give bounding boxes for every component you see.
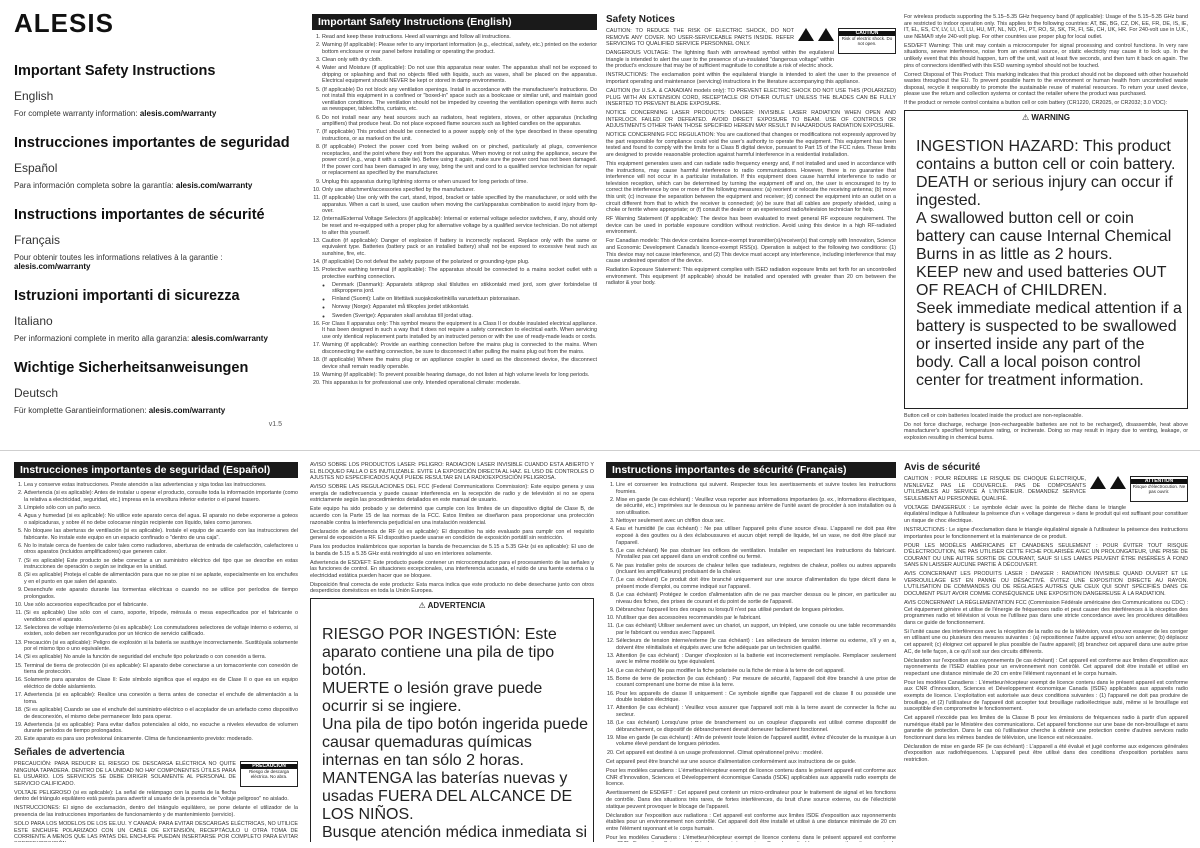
language-heading: Instructions importantes de sécurité — [14, 207, 265, 223]
attention-label-text: Risque d'électrocution. Ne pas ouvrir. — [1132, 484, 1186, 494]
instruction-item: 5. No bloquee las aberturas de ventilación (si es aplicable). Instale el equipo de acuerdo con las instrucciones del fabricante. No instale este equipo en un espacio confinado o "dentro de una caja". — [24, 528, 298, 541]
warning-item: • MUERTE o lesión grave puede ocurrir si se ingiere. — [322, 680, 590, 716]
notice-paragraph: Declaración de advertencia de RF (si es aplicable): El dispositivo ha sido evaluado para cumplir con el requisito general de exposición a RF. El dispositivo puede usarse en condición de exposición portátil sin restricción. — [310, 528, 594, 542]
exclamation-warning-icon — [1110, 476, 1126, 489]
spanish-notices-body — [310, 462, 594, 595]
notice-paragraph: Pour les modèles Canadiens : L'émetteur/récepteur exempt de licence contenu dans le présent appareil est conforme aux CNR d'Innovation, Sciences et Développement économique Canada (ISDE) applicables aux appareils radio exempts de licence. L'exploitation est autorisée aux deux conditions suivantes : (1) l'appareil ne doit pas produire de brouillage, et (2) l'utilisateur de l'appareil doit accepter tout brouillage radioélectrique subi, même si le brouillage est susceptible d'en compromettre le fonctionnement. — [904, 679, 1188, 713]
instruction-item: 9. Débranchez l'appareil lors des orages ou lorsqu'il n'est pas utilisé pendant de longues périodes. — [616, 607, 896, 614]
battery-warning-box — [904, 110, 1188, 409]
instruction-item: 7. (Si es aplicable) Este producto se debe conectar a un suministro eléctrico del tipo que se describe en estas instrucciones de operación o según se indique en la unidad. — [24, 558, 298, 571]
instruction-item: 3. Nettoyer seulement avec un chiffon doux sec. — [616, 518, 896, 525]
instruction-item: 2. Mise en garde (le cas échéant) : Veuillez vous reporter aux informations importantes (p. ex., informations électriques, de sécurité, etc.) imprimées sur le dessous ou le panneau arrière de l'unité avant de procéder à son installation ou à son utilisation. — [616, 497, 896, 517]
instruction-item: 4. Eau et humidité (le cas échéant) : Ne pas utiliser l'appareil près d'une source d'eau. L'appareil ne doit pas être exposé à des gouttes ou à des éclaboussures et aucun objet rempli de liquide, tel un vase, ne doit être placé sur l'appareil. — [616, 526, 896, 546]
instruction-item: 16. For Class II apparatus only: This symbol means the equipment is a Class II or double insulated electrical appliance. It has been designed in such a way that it does not require a safety connection to electrical earth. When servicing use only identical replacement parts installed by an instructed person or with the use of ready-made leads or cords. — [322, 321, 597, 341]
language-name: Français — [14, 233, 61, 247]
notice-paragraph: Para los productos inalámbricos que soportan la banda de frecuencias de 5.15 a 5.35 GHz (si es aplicable): El uso de la banda de 5.15 a 5.35 GHz está restringido al uso en interiores solamente. — [310, 544, 594, 557]
language-heading: Important Safety Instructions — [14, 63, 216, 79]
instruction-item: 11. (Le cas échéant) Utiliser seulement avec un chariot, un support, un trépied, une console ou une table recommandés par le fabricant ou vendus avec l'appareil. — [616, 623, 896, 636]
instruction-item: 20. This apparatus is for professional use only. Intended operational climate: moderate. — [322, 380, 597, 387]
language-name: Deutsch — [14, 386, 59, 400]
french-notices-text — [904, 476, 1188, 764]
nordic-item: ◦ Sweden (Sverige): Apparaten skall anslutas till jordat uttag. — [332, 313, 597, 320]
instruction-item: 19. Advertencia (si es aplicable): Para evitar daños potenciales al oído, no escuche a niveles elevados de volumen durante períodos de tiempo prolongados. — [24, 722, 298, 735]
warranty-link[interactable]: alesis.com/warranty — [139, 109, 217, 118]
warranty-line — [14, 109, 294, 118]
notice-paragraph: INSTRUCCIONES: El signo de exclamación, dentro del triángulo equilátero, se pone delante el utilizador de la presencia de las instrucciones importantes de funcionamiento y de mantenimiento (servicio). — [14, 805, 298, 818]
attention-label-title: ATTENTION — [1131, 479, 1187, 484]
english-instructions-list — [312, 34, 597, 387]
avis-title: Avis de sécurité — [904, 462, 981, 473]
instruction-item: 10. Only use attachment/accessories specified by the manufacturer. — [322, 187, 597, 194]
language-block — [14, 360, 294, 415]
version-label: v1.5 — [268, 421, 282, 428]
notice-paragraph: Button cell or coin batteries located inside the product are non-replaceable. — [904, 412, 1083, 419]
warranty-link[interactable]: alesis.com/warranty — [175, 181, 253, 190]
warranty-text: For complete warranty information: — [14, 109, 140, 118]
instruction-item: 13. Caution (if applicable): Danger of explosion if battery is incorrectly replaced. Replace only with the same or equivalent type. Batteries (battery pack or an installed battery) shall not be exposed to excessive heat such as sunshine, fire, etc. — [322, 238, 597, 258]
french-title-bar: Instructions importantes de sécurité (Français) — [606, 462, 896, 478]
instruction-item: 7. (If applicable) This product should be connected to a power supply only of the type described in these operating instructions, or as marked on the unit. — [322, 129, 597, 142]
lightning-warning-icon — [798, 28, 814, 41]
notice-paragraph: For Canadian models: This device contains licence-exempt transmitter(s)/receiver(s) that comply with Innovation, Science and Economic Development Canada's licence-exempt RSS(s). Operation is subject to the following two conditions: (1) This device may not cause interference, and (2) This device must accept any interference, including interference that may cause undesired operation of the device. — [606, 238, 896, 265]
notice-paragraph: INSTRUCTIONS : Le signe d'exclamation dans le triangle équilatéral signale à l'utilisateur la présence des instructions importantes pour le fonctionnement et la maintenance de ce produit. — [904, 526, 1188, 540]
notice-paragraph: AVIS CONCERNANT LES PRODUITS LASER : DANGER : RADIATION INVISIBLE QUAND OUVERT ET LE VERROUILLAGE EST EN PANNE OU DÉSACTIVÉ. ÉVITEZ UNE EXPOSITION DIRECTE AU RAYON. L'UTILISATION DE COMMANDES OU DE RÉGLAGES AUTRES QUE CEUX QUI SONT SPÉCIFIÉS DANS CE DOCUMENT PEUT AVOIR COMME CONSÉQUENCE UNE EXPOSITION DANGEREUSE À LA RADIATION. — [904, 571, 1188, 598]
instruction-item: 1. Read and keep these instructions. Heed all warnings and follow all instructions. — [322, 34, 597, 41]
notice-paragraph: Avertissement de ESD/EFT : Cet appareil peut contenir un micro-ordinateur pour le traitement de signal et les fonctions de contrôle. Dans des situations très rares, de fortes interférences, du bruit d'une source externe, ou de l'électricité statique peuvent provoquer le blocage de l'appareil. — [606, 790, 896, 810]
warning-item: • Busque atención médica inmediata si — [322, 824, 590, 842]
warning-item: • KEEP new and used batteries OUT OF REACH of CHILDREN. — [916, 264, 1184, 300]
french-notices-panel — [904, 462, 1188, 842]
notice-paragraph: NOTICE CONCERNING LASER PRODUCTS: DANGER: INVISIBLE LASER RADIATION WHEN OPEN AND INTERLOCK FAILED OR DEFEATED. AVOID DIRECT EXPOSURE TO BEAM. USE OF CONTROLS OR ADJUSTMENTS OTHER THAN THOSE SPECIFIED HEREIN MAY RESULT IN HAZARDOUS RADIATION EXPOSURE. — [606, 110, 896, 130]
instruction-item: 17. Attention (le cas échéant) : Veuillez vous assurer que l'appareil soit mis à la terre avant de connecter la fiche au secteur. — [616, 705, 896, 718]
nordic-item: ◦ Norway (Norge): Apparatet må tilkoples jordet stikkontakt. — [332, 304, 597, 311]
compliance-panel — [904, 14, 1188, 444]
safety-notices-title: Safety Notices — [606, 14, 675, 25]
notice-paragraph: If the product or remote control contains a button cell or coin battery (CR1220, CR2025, or CR2032; 3.0 VDC): — [904, 100, 1168, 107]
caution-label-text: Risk of electric shock. Do not open. — [841, 36, 893, 46]
attention-label — [1130, 476, 1188, 502]
instruction-item: 6. Do not install near any heat sources such as radiators, heat registers, stoves, or other apparatus (including amplifiers) that produce heat. Do not place exposed flame sources such as lighted candles on the apparatus. — [322, 115, 597, 128]
notice-paragraph: VOLTAGE DANGEREUX : Le symbole éclair avec la pointe de flèche dans le triangle équilatéral indique à l'utilisateur la présence d'un « voltage dangereux » dans le produit qui est suffisant pour constituer un risque de choc électrique. — [904, 504, 1188, 524]
instruction-item: 15. Protective earthing terminal (if applicable): The apparatus should be connected to a mains socket outlet with a protective earthing connection. ◦ Denmark (Danmark): Apparatets stikprop skal tilsluttes en stikkontakt med jord, som giver forbindelse til stikproppens jord. ◦ Finland (Suomi): Laite on liitettävä suojakosketinkilla varustettuun pistorasiaan. ◦ Norway (Norge): Apparatet må tilkoples jordet stikkontakt. ◦ Sweden (Sverige): Apparaten skall anslutas till jordat uttag. — [322, 267, 597, 319]
warning-item: • Seek immediate medical attention if a battery is suspected to be swallowed or inserted inside any part of the body. Call a local poison control center for treatment information. — [916, 300, 1184, 390]
instruction-item: 20. Este aparato es para uso profesional únicamente. Clima de funcionamiento previsto: moderado. — [24, 736, 298, 743]
safety-notices-panel — [606, 14, 896, 444]
instruction-item: 8. (Le cas échéant) Protégez le cordon d'alimentation afin de ne pas marcher dessus ou le pincer, en particulier au niveau des fiches, des prises de courant et du point de sortie de l'appareil. — [616, 592, 896, 605]
language-block — [14, 288, 294, 343]
instruction-item: 5. (If applicable) Do not block any ventilation openings. Install in accordance with the manufacturer's instructions. Do not install this equipment in a confined or "boxed-in" space such as a bookcase or similar unit, and maintain good ventilation conditions. The ventilation should not be impeded by covering the ventilation openings with items such as newspaper, tablecloths, curtains, etc. — [322, 87, 597, 113]
instruction-item: 9. Desenchufe este aparato durante las tormentas eléctricas o cuando no se utilice por períodos de tiempo prolongados. — [24, 587, 298, 600]
notice-paragraph: CAUTION : POUR RÉDUIRE LE RISQUE DE CHOQUE ÉLECTRIQUE, N'ENLEVEZ PAS LE COUVERCLE. PAS DE COMPOSANTS UTILISABLES AU SERVICE À L'INTÉRIEUR. DEMANDEZ SERVICE SEULEMENT AU PERSONNEL QUALIFIÉ. — [904, 476, 1086, 502]
language-block — [14, 63, 294, 118]
notice-paragraph: PRECAUCIÓN: PARA REDUCIR EL RIESGO DE DESCARGA ELÉCTRICA NO QUITE NINGUNA TAPADERA. DENTRO DE LA UNIDAD NO HAY COMPONENTES ÚTILES PARA EL USUARIO. LOS SERVICIOS SE DEBE DIRIGIR SOLAMENTE AL PERSONAL DE SERVICIO CALIFICADO. — [14, 761, 236, 787]
instruction-item: 1. Lea y conserve estas instrucciones. Preste atención a las advertencias y siga todas las instrucciones. — [24, 482, 298, 489]
notice-paragraph: ESD/EFT Warning: This unit may contain a microcomputer for signal processing and control functions. In very rare situations, severe interference, noise from an external source, or static electricity may cause it to lock up. In the unlikely event that this should happen, turn off the unit, wait at least five seconds, and then turn it back on again. The pins of connectors identified with this ESD warning symbol should not be touched. — [904, 42, 1188, 69]
instruction-item: 12. Sélecteurs de tension interne/externe (le cas échéant) : Les sélecteurs de tension interne ou externe, s'il y en a, doivent être réinitialisés et équipés avec une fiche adéquate par un technicien qualifié. — [616, 638, 896, 651]
notice-paragraph: AVIS CONCERNANT LA RÉGLEMENTATION FCC (Commission Fédérale américaine des Communications ou CDC) : Cet équipement génère et utilise de l'énergie de fréquences radio et peut causer des interférences à la réception des programmes radio et télévision si vous ne l'utilisez pas dans une stricte concordance avec les procédures détaillées dans ce guide de fonctionnement. — [904, 600, 1188, 626]
safety-notices-body — [606, 28, 896, 287]
instruction-item: 3. Clean only with dry cloth. — [322, 57, 597, 64]
instruction-item: 5. (Le cas échéant) Ne pas obstruer les orifices de ventilation. Installer en respectant les instructions du fabricant. N'installez pas cet appareil dans un endroit confiné ou fermé. — [616, 548, 896, 561]
language-block — [14, 207, 294, 271]
instruction-item: 14. (Le cas échéant) Ne pas modifier la fiche polarisée ou la fiche de mise à la terre de cet appareil. — [616, 668, 896, 675]
notice-paragraph: Si l'unité cause des interférences avec la réception de la radio ou de la télévision, vous pouvez essayer de les corriger en utilisant une ou plusieurs des mesures suivantes : (a) repositionnez l'autre appareil et/ou son antenne; (b) déplacez cet appareil; (c) éloignez cet appareil le plus possible de l'autre appareil; (d) branchez cet appareil dans une autre prise AC, de telle façon, à ce qu'il soit sur des circuits différents. — [904, 628, 1188, 655]
notice-paragraph: Cet appareil peut être branché sur une source d'alimentation conformément aux instructions de ce guide. — [606, 759, 857, 766]
battery-warning-list — [908, 138, 1184, 390]
warranty-text: Für komplette Garantieinformationen: — [14, 406, 149, 415]
fold-divider — [0, 450, 1200, 451]
instruction-item: 8. (If applicable) Protect the power cord from being walked on or pinched, particularly at plugs, convenience receptacles, and the point where they exit from the apparatus. When moving or not using the appliance, secure the power cord (e.g., wrap it with a cable tie). Before using it again, make sure the power cord has not been damaged. If the power cord has been damaged in any way, bring the unit and cord to a qualified service technician for repair or replacement as specified by the manufacturer. — [322, 144, 597, 177]
instruction-item: 11. (Si es aplicable) Use sólo con el carro, soporte, trípode, ménsula o mesa especificados por el fabricante o vendidos con el aparato. — [24, 610, 298, 623]
instruction-item: 17. Advertencia (si es aplicable): Realice una conexión a tierra antes de conectar el enchufe de alimentación a la toma. — [24, 692, 298, 705]
notice-paragraph: Déclaration sur l'exposition aux rayonnements (le cas échéant) : Cet appareil est conforme aux limites d'exposition aux rayonnements de l'ISED établies pour un environnement non contrôlé. Cet appareil doit être installé et utilisé en respectant une distance minimale de 20 cm entre l'élément rayonnant et le corps humain. — [904, 657, 1188, 677]
warranty-link[interactable]: alesis.com/warranty — [148, 406, 226, 415]
instruction-item: 4. Water and Moisture (if applicable): Do not use this apparatus near water. The apparatus shall not be exposed to dripping or splashing and that no objects filled with liquids, such as vases, shall be placed on the apparatus. Electrical equipment should NEVER be kept or stored in damp environments. — [322, 65, 597, 85]
language-heading: Wichtige Sicherheitsanweisungen — [14, 360, 249, 376]
french-instructions-list — [606, 482, 896, 756]
instruction-item: 19. Warning (if applicable): To prevent possible hearing damage, do not listen at high volume levels for long periods. — [322, 372, 597, 379]
notice-paragraph: Este equipo ha sido probado y se determinó que cumple con los límites de un dispositivo digital de Clase B, de acuerdo con la Parte 15 de las normas de la FCC. Estos límites se diseñaron para proporcionar una protección razonable contra la interferencia perjudicial en una instalación residencial. — [310, 506, 594, 526]
cover-panel — [14, 8, 294, 438]
spanish-panel — [14, 462, 298, 842]
warranty-link[interactable]: alesis.com/warranty — [14, 262, 91, 271]
french-hazard-icons — [1090, 476, 1126, 489]
notice-paragraph: SOLO PARA LOS MODELOS DE LOS EE.UU. Y CANADÁ: PARA EVITAR DESCARGAS ELÉCTRICAS, NO UTILICE ESTE ENCHUFE POLARIZADO CON UN CABLE DE EXTENSIÓN, RECEPTÁCULO U OTRA TOMA DE CORRIENTE A MENOS QUE LAS PATAS DEL ENCHUFE PUEDAN INSERTARSE POR COMPLETO PARA EVITAR — [14, 820, 298, 841]
instruction-item: 19. Mise en garde (le cas échéant) : Afin de prévenir toute lésion de l'appareil auditif, évitez d'écouter de la musique à un volume élevé pendant de longues périodes. — [616, 735, 896, 748]
notice-paragraph: AVISO SOBRE LOS PRODUCTOS LÁSER: PELIGRO: RADIACIÓN LÁSER INVISIBLE CUANDO ESTÁ ABIERTO Y EL BLOQUEO FALLA O ES INUTILIZABLE. EVITE LA EXPOSICIÓN DIRECTA AL HAZ. EL USO DE CONTROLES O AJUSTES NO ESPECIFICADOS AQUÍ PUEDE RESULTAR EN LA RADIOEXPOSICIÓN PELIGROSA. — [310, 462, 594, 482]
lightning-warning-icon — [1090, 476, 1106, 489]
exclamation-warning-icon — [818, 28, 834, 41]
warning-item: • MANTENGA las baterías nuevas y usadas FUERA DEL ALCANCE DE LOS NIÑOS. — [322, 770, 590, 824]
notice-paragraph: Correct Disposal of This Product: This marking indicates that this product should not be disposed with other household wastes throughout the EU. To prevent possible harm to the environment or human health from uncontrolled waste disposal, recycle it responsibly to promote the sustainable reuse of material resources. To return your used device, please use the return and collection systems or contact the retailer where the product was purchased. — [904, 71, 1188, 98]
instruction-item: 9. Unplug this apparatus during lightning storms or when unused for long periods of time. — [322, 179, 597, 186]
precaucion-label-title: PRECAUCIÓN — [241, 764, 297, 769]
notice-paragraph: Déclaration de mise en garde RF (le cas échéant) : L'appareil a été évalué et jugé conforme aux exigences générales d'exposition aux radiofréquences. L'appareil peut être utilisé dans des conditions d'exposition portables sans restriction. — [904, 743, 1188, 764]
instruction-item: 13. Attention (le cas échéant) : Danger d'explosion si la batterie est incorrectement remplacée. Remplacer seulement avec le même modèle ou type équivalent. — [616, 653, 896, 666]
warning-item: • A swallowed button cell or coin battery can cause Internal Chemical Burns in as little as 2 hours. — [916, 210, 1184, 264]
language-heading: Istruzioni importanti di sicurezza — [14, 288, 240, 304]
language-list — [14, 63, 294, 415]
instruction-item: 18. (Le cas échéant) Lorsqu'une prise de branchement ou un coupleur d'appareils est utilisé comme dispositif de débranchement, ce dispositif de débranchement devrait demeurer facilement fonctionnel. — [616, 720, 896, 733]
instruction-item: 20. Cet appareil est destiné à un usage professionnel. Climat opérationnel prévu : modéré. — [616, 750, 896, 757]
instruction-item: 8. (Si es aplicable) Proteja el cable de alimentación para que no se pise ni se aplaste, especialmente en los enchufes y en el punto en que salen del aparato. — [24, 572, 298, 585]
notice-paragraph: POUR LES MODÈLES AMÉRICAINS ET CANADIENS SEULEMENT : POUR ÉVITER TOUT RISQUE D'ÉLECTROCUTION, NE PAS UTILISER CETTE FICHE POLARISÉE AVEC UN PROLONGATEUR, UNE PRISE DE COURANT OU UNE AUTRE SORTIE DE COURANT, SAUF SI LES LAMES PEUVENT ÊTRE INSÉRÉES À FOND SANS EN LAISSER AUCUNE PARTIE À DÉCOUVERT. — [904, 542, 1188, 569]
notice-paragraph: Pour les modèles Canadiens : L'émetteur/récepteur exempt de licence contenu dans le présent appareil est conforme — [606, 834, 896, 841]
instruction-item: 10. Use sólo accesorios especificados por el fabricante. — [24, 602, 298, 609]
warranty-line — [14, 253, 294, 271]
instruction-item: 16. Pour les appareils de classe II uniquement : Ce symbole signifie que l'appareil est de classe II ou possède une double isolation électrique. — [616, 691, 896, 704]
nordic-item: ◦ Denmark (Danmark): Apparatets stikprop skal tilsluttes en stikkontakt med jord, som giver forbindelse til stikproppens jord. — [332, 282, 597, 295]
instruction-item: 3. Límpielo sólo con un paño seco. — [24, 505, 298, 512]
warranty-line — [14, 406, 294, 415]
notice-paragraph: Cet appareil n'excède pas les limites de la Classe B pour les émissions de fréquences radio à partir d'un appareil numérique établi par le Ministère des communications. Cet appareil fonctionne sur une base de non-brouillage et sans garantie de protection. Dans le cas où l'utilisateur cherche à obtenir une protection contre d'autres services radio fonctionnant dans les mêmes bandes de télévision, une licence est nécessaire. — [904, 715, 1188, 741]
notice-paragraph: Déclaration sur l'exposition aux radiations : Cet appareil est conforme aux limites ISDE d'exposition aux rayonnements établies pour un environnement non contrôlé. Cet appareil doit être installé et utilisé à une distance minimale de 20 cm entre l'élément rayonnant et le corps humain. — [606, 812, 896, 832]
instruction-item: 2. Advertencia (si es aplicable): Antes de instalar u operar el producto, consulte toda la información importante (como la relativa a electricidad, seguridad, etc.) impresa en la envoltura inferior exterior o el panel trasero. — [24, 490, 298, 503]
advertencia-box — [310, 598, 594, 842]
instruction-item: 13. Precaución (si es aplicable): Peligro de explosión si la batería se sustituye incorrectamente. Sustitúyala solamente por el mismo tipo o uno equivalente. — [24, 640, 298, 653]
precaucion-label-text: Riesgo de descarga eléctrica. No abra. — [248, 769, 290, 780]
instruction-item: 4. Agua y humedad (si es aplicable): No utilice este aparato cerca del agua. El aparato no debe exponerse a goteos o salpicaduras, y sobre él no debe colocarse ningún recipiente con líquido, tales como jarrones. — [24, 513, 298, 526]
instruction-item: 6. No lo instale cerca de fuentes de calor tales como radiadores, aberturas de entrada de calefacción, calefactores u otros aparatos (incluidos amplificadores) que generen calor. — [24, 543, 298, 556]
warning-item: • INGESTION HAZARD: This product contains a button cell or coin battery. — [916, 138, 1184, 174]
warning-item: • Una pila de tipo botón ingerida puede causar quemaduras químicas internas en tan sólo 2 horas. — [322, 716, 590, 770]
instruction-item: 17. Warning (if applicable): Provide an earthing connection before the mains plug is connected to the mains. When disconnecting the earthing connection, be sure to disconnect it after pulling the mains plug out from the mains. — [322, 342, 597, 355]
notice-paragraph: RF Warning Statement (if applicable): The device has been evaluated to meet general RF exposure requirement. The device can be used in portable exposure condition without restriction. Avoid using this device in a high RF-radiated environment. — [606, 216, 896, 236]
notice-paragraph: Disposición final correcta de este producto: Esta marca indica que este producto no debe desecharse junto con otros desperdicios domésticos en toda la Unión Europea. — [310, 581, 594, 595]
language-name: Español — [14, 161, 58, 175]
notice-paragraph: Do not force discharge, recharge (non-rechargeable batteries are not to be recharged), disassemble, heat above manufacturer's specified temperature rating, or incinerate. Doing so may result in injury due to venting, leakage, or explosion resulting in chemical burns. — [904, 421, 1188, 442]
notice-paragraph: Advertencia de ESD/EFT: Este producto puede contener un microcomputador para el procesamiento de las señales y las funciones de control. En situaciones excepcionales, una interferencia acusada, el ruido de una fuente externa o la electricidad estática pueden hacer que se bloquee. — [310, 559, 594, 579]
battery-disposal-body — [904, 413, 1188, 444]
notice-paragraph: NOTICE CONCERNING FCC REGULATION: You are cautioned that changes or modifications not expressly approved by the part responsible for compliance could void the user's authority to operate the equipment. This equipment has been tested and found to comply with the limits for a Class B digital device, pursuant to Part 15 of the FCC rules. These limits are designed to provide reasonable protection against harmful interference in a residential installation. — [606, 132, 896, 159]
hazard-icons — [798, 28, 834, 41]
spanish-title-bar: Instrucciones importantes de seguridad (Español) — [14, 462, 298, 478]
language-name: English — [14, 89, 54, 103]
english-panel — [312, 14, 597, 444]
instruction-item: 12. (Internal/External Voltage Selectors (if applicable): Internal or external voltage selector switches, if any, should only be reset and re-equipped with a proper plug for alternative voltage by a qualified service technician. Do not attempt to alter this yourself. — [322, 216, 597, 236]
instruction-item: 11. (If applicable) Use only with the cart, stand, tripod, bracket or table specified by the manufacturer, or sold with the apparatus. When a cart is used, use caution when moving the cart/apparatus combination to avoid injury from tip-over. — [322, 195, 597, 215]
notice-paragraph: For wireless products supporting the 5.15–5.35 GHz frequency band (if applicable): Usage of the 5.15–5.35 GHz band are restricted to indoor operation only. This applies to the following countries: AT, BE, BG, CZ, DK, EE, FR, DE, IS, IE, IT, EL, ES, CY, LV, LI, LT, LU, HU, MT, NL, NO, PL, PT, RO, SI, SK, TR, FI, SE, CH, UK, HR. For 240-volt use in U.K., use NEMA® style 240-volt plug. For other countries use proper plug for local outlet. — [904, 14, 1188, 40]
french-panel — [606, 462, 896, 842]
instruction-item: 1. Lire et conserver les instructions qui suivent. Respecter tous les avertissements et suivre toutes les instructions fournies. — [616, 482, 896, 495]
language-block — [14, 135, 294, 190]
notice-paragraph: VOLTAJE PELIGROSO (si es aplicable): La señal de relámpago con la punta de la flecha dentro del triángulo equilátero está puesta para advertir al usuario de la presencia de "voltaje peligroso" no aislado. — [14, 789, 289, 803]
battery-warning-title: ⚠ WARNING — [1021, 112, 1071, 122]
warning-item: • DEATH or serious injury can occur if ingested. — [916, 174, 1184, 210]
warning-item: • RIESGO POR INGESTIÓN: Este aparato contiene una pila de tipo botón. — [322, 626, 590, 680]
warranty-text: Per informazioni complete in merito alla garanzia: — [14, 334, 192, 343]
notice-paragraph: Pour les modèles canadiens : L'émetteur/récepteur exempt de licence contenu dans le présent appareil est conforme aux CNR d'Innovation, Sciences et Développement économique Canada (ISDE) applicables aux appareils radio exempts de licence. — [606, 768, 896, 788]
notice-paragraph: CAUTION (for U.S.A. & CANADIAN models only): TO PREVENT ELECTRIC SHOCK DO NOT USE THIS (POLARIZED) PLUG WITH AN EXTENSION CORD, RECEPTACLE OR OTHER OUTLET UNLESS THE BLADES CAN BE FULLY INSERTED TO PREVENT BLADE EXPOSURE. — [606, 87, 896, 108]
instruction-item: 6. Ne pas installer près de sources de chaleur telles que radiateurs, registres de chaleur, poêles ou autres appareils (incluant les amplificateurs) produisant de la chaleur. — [616, 563, 896, 576]
caution-label-title: CAUTION — [839, 31, 895, 36]
instruction-item: 15. Borne de terre de protection (le cas échéant) : Par mesure de sécurité, l'appareil doit être branché à une prise de courant comprenant une borne de mise à la terre. — [616, 676, 896, 689]
notice-paragraph: INSTRUCTIONS: The exclamation point within the equilateral triangle is intended to alert the user to the presence of important operating and maintenance (servicing) instructions in the literature accompanying this appliance. — [606, 72, 896, 85]
warranty-line — [14, 334, 294, 343]
warranty-line — [14, 181, 294, 190]
spanish-notices-panel — [310, 462, 594, 842]
notice-paragraph: CAUTION: TO REDUCE THE RISK OF ELECTRIC SHOCK, DO NOT REMOVE ANY COVER. NO USER-SERVICEABLE PARTS INSIDE. REFER SERVICING TO QUALIFIED SERVICE PERSONNEL ONLY. — [606, 28, 794, 48]
instruction-item: 10. N'utiliser que des accessoires recommandés par le fabricant. — [616, 615, 896, 622]
warranty-text: Pour obtenir toutes les informations relatives à la garantie : — [14, 253, 223, 262]
warranty-text: Para información completa sobre la garantía: — [14, 181, 176, 190]
nordic-list — [322, 282, 597, 320]
instruction-item: 2. Warning (if applicable): Please refer to any important information (e.g., electrical, safety, etc.) printed on the exterior bottom enclosure or rear panel before installing or operating the product. — [322, 42, 597, 55]
instruction-item: 12. Selectores de voltaje interno/externo (si es aplicable): Los conmutadores selectores de voltaje interno o externo, si existen, solo deben ser reconfigurados por un técnico de servicio calificado. — [24, 625, 298, 638]
notice-paragraph: DANGEROUS VOLTAGE: The lightning flash with arrowhead symbol within the equilateral triangle is intended to alert the user to the presence of un-insulated "dangerous voltage" within the product's enclosure that may be of sufficient magnitude to constitute a risk of electric shock. — [606, 50, 834, 70]
advertencia-list — [314, 626, 590, 842]
warranty-link[interactable]: alesis.com/warranty — [191, 334, 268, 343]
caution-label — [838, 28, 896, 54]
spanish-instructions-list — [14, 482, 298, 743]
instruction-item: 14. (Si es aplicable) No anule la función de seguridad del enchufe tipo polarizado o con conexión a tierra. — [24, 654, 298, 661]
instruction-item: 14. (If applicable) Do not defeat the safety purpose of the polarized or grounding-type plug. — [322, 259, 597, 266]
notice-paragraph: Radiation Exposure Statement: This equipment complies with ISED radiation exposure limits set forth for an uncontrolled environment. This equipment (if applicable) should be installed and operated with greater than 20 cm between the radiator & your body. — [606, 267, 896, 287]
french-notices-body — [606, 759, 896, 842]
alesis-logo: ALESIS — [14, 8, 114, 38]
advertencia-title: ⚠ ADVERTENCIA — [418, 601, 486, 611]
instruction-item: 16. Solamente para aparatos de Clase II: Este símbolo significa que el equipo es de Clase II o que es un equipo eléctrico de doble aislamiento. — [24, 677, 298, 690]
wireless-disposal-body — [904, 14, 1188, 107]
spanish-signals-title: Señales de advertencia — [14, 747, 125, 759]
instruction-item: 15. Terminal de tierra de protección (si es aplicable): El aparato debe conectarse a un tomacorriente con conexión de tierra de protección. — [24, 663, 298, 676]
english-title-bar: Important Safety Instructions (English) — [312, 14, 597, 30]
language-heading: Instrucciones importantes de seguridad — [14, 135, 290, 151]
instruction-item: 18. (If applicable) Where the mains plug or an appliance coupler is used as the disconnect device, the disconnect device shall remain readily operable. — [322, 357, 597, 370]
instruction-item: 18. (Si es aplicable) Cuando se use el enchufe del suministro eléctrico o el acoplador de un artefacto como dispositivo de desconexión, el mismo debe permanecer listo para operar. — [24, 707, 298, 720]
nordic-item: ◦ Finland (Suomi): Laite on liitettävä suojakosketinkilla varustettuun pistorasiaan. — [332, 296, 597, 303]
notice-paragraph: This equipment generates uses and can radiate radio frequency energy and, if not installed and used in accordance with the instructions, may cause harmful interference to radio communications. However, there is no guarantee that interference will not occur in a particular installation. If this equipment does cause harmful interference to radio or television reception, which can be determined by turning the equipment off and on, the user is encouraged to try to correct the interference by one or more of the following measures: (a) reorient or relocate the receiving antenna; (b) move this unit; (c) increase the separation between the equipment and receiver; (d) connect the equipment into an outlet on a circuit different from that to which the receiver is connected; (e) be sure that all cables are properly shielded, using a choke or ferrite where appropriate; or (f) consult the dealer or an experienced radio/television technician for help. — [606, 161, 896, 214]
language-name: Italiano — [14, 314, 53, 328]
notice-paragraph: AVISO SOBRE LAS REGULACIONES DEL FCC (Federal Communications Commission): Este equipo genera y usa energía de radiofrecuencia y puede causar interferencia en la recepción de radio y de televisión si no se opera estrictamente según las procedimientos detallados en este manual de usuario. — [310, 484, 594, 504]
instruction-item: 7. (Le cas échéant) Ce produit doit être branché uniquement sur une source d'alimentation du type décrit dans le présent mode d'emploi, ou comme indiqué sur l'appareil. — [616, 577, 896, 590]
precaucion-label — [240, 761, 298, 787]
